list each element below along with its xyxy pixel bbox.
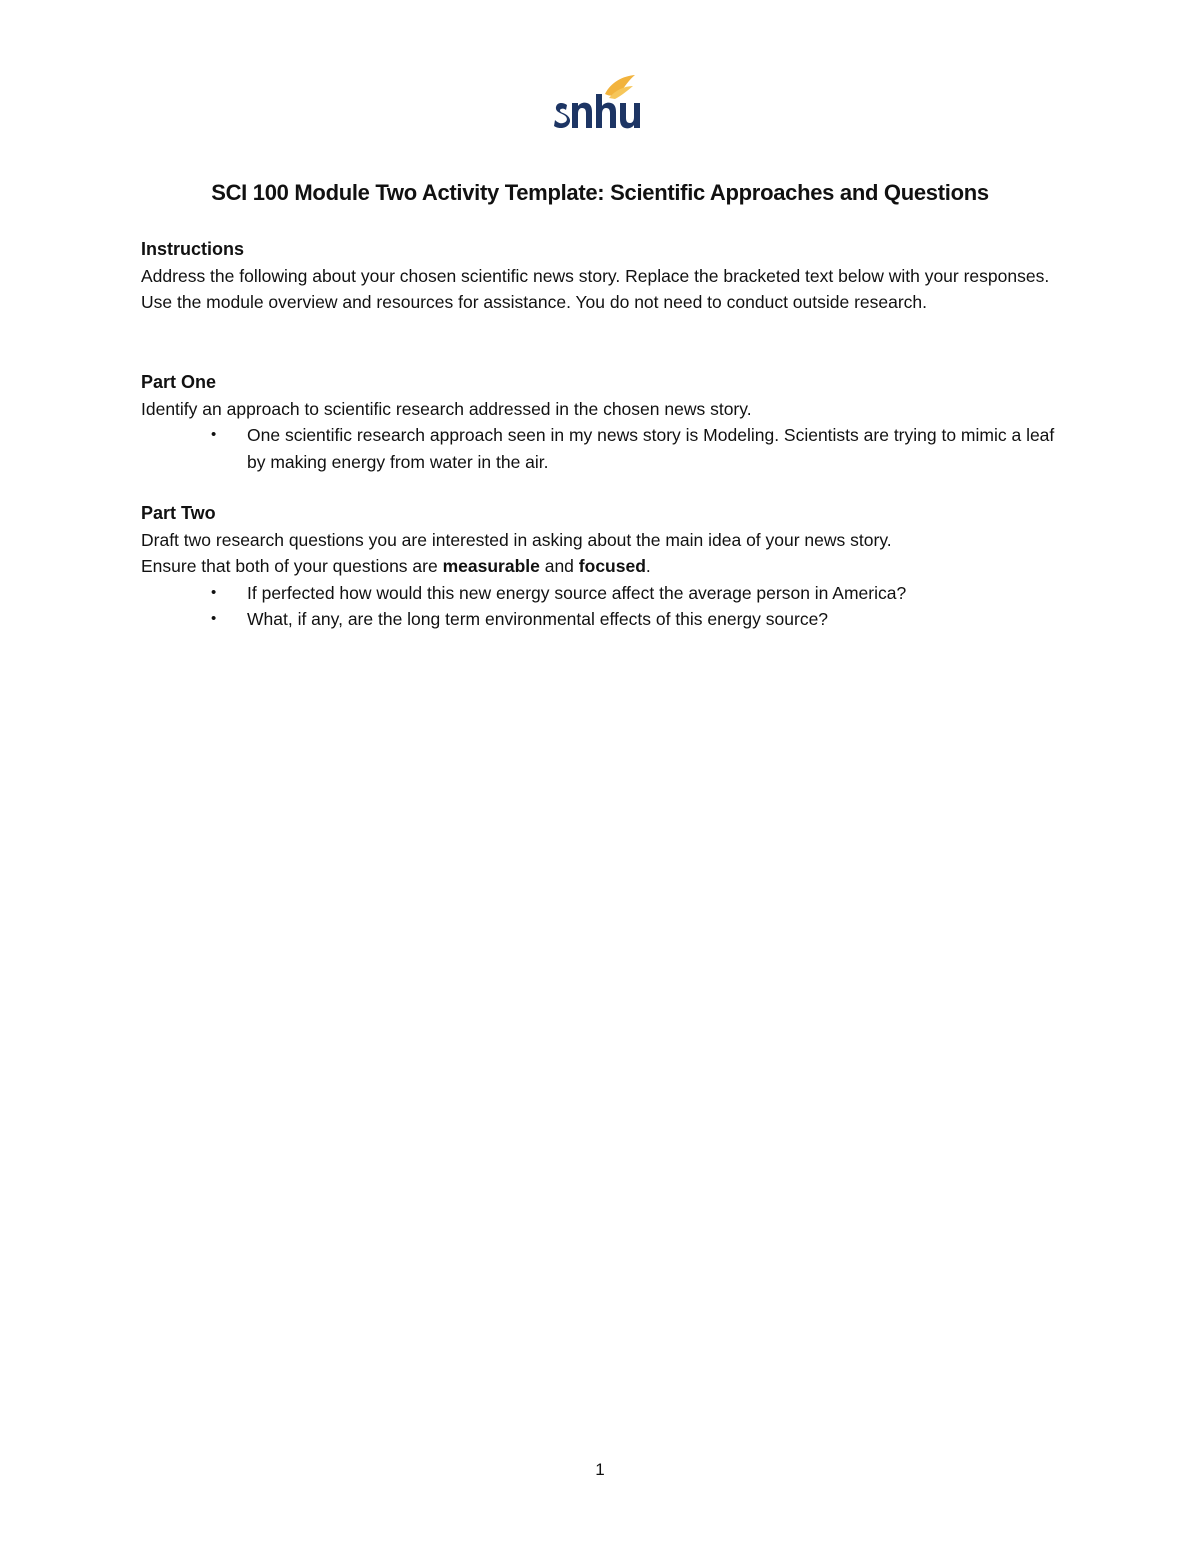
prompt-text-end: .: [645, 556, 651, 576]
instructions-text: Address the following about your chosen scientific news story. Replace the bracketed text below with your responses. Use the module overview and resources for assistance. You do not need to conduct outside research.: [141, 265, 1050, 312]
prompt-text-mid: and: [539, 556, 579, 576]
instructions-section: [141, 236, 1061, 316]
part-two-prompt-line1: Draft two research questions you are interested in asking about the main idea of your news story.: [141, 529, 892, 550]
prompt-bold-measurable: measurable: [442, 556, 540, 576]
snhu-logo: [553, 72, 645, 136]
part-two-heading: Part Two: [141, 503, 216, 523]
bullet-icon: •: [211, 610, 217, 627]
part-two-question-2: What, if any, are the long term environmental effects of this energy source?: [247, 609, 829, 629]
part-two-question-1: If perfected how would this new energy source affect the average person in America?: [247, 582, 907, 603]
part-one-bullet-list: [141, 422, 1061, 475]
instructions-heading: Instructions: [141, 239, 245, 259]
part-two-prompt-line2: [141, 553, 1061, 580]
part-one-heading: Part One: [141, 372, 217, 392]
list-item: [141, 422, 1061, 475]
part-one-section: [141, 369, 1061, 475]
part-one-prompt: Identify an approach to scientific research addressed in the chosen news story.: [141, 398, 752, 419]
part-two-section: [141, 500, 1061, 633]
prompt-bold-focused: focused: [578, 556, 646, 576]
part-one-answer: One scientific research approach seen in my news story is Modeling. Scientists are trying to mimic a leaf by making energy from water in the air.: [247, 425, 1055, 472]
snhu-logo-graphic: [553, 72, 645, 136]
bullet-icon: •: [211, 426, 217, 443]
list-item: [141, 606, 1061, 633]
prompt-text-start: Ensure that both of your questions are: [141, 556, 443, 576]
list-item: [141, 580, 1061, 607]
document-title: SCI 100 Module Two Activity Template: Scientific Approaches and Questions: [211, 180, 989, 205]
bullet-icon: •: [211, 583, 217, 601]
part-two-bullet-list: [141, 580, 1061, 633]
page-number: 1: [595, 1460, 605, 1479]
